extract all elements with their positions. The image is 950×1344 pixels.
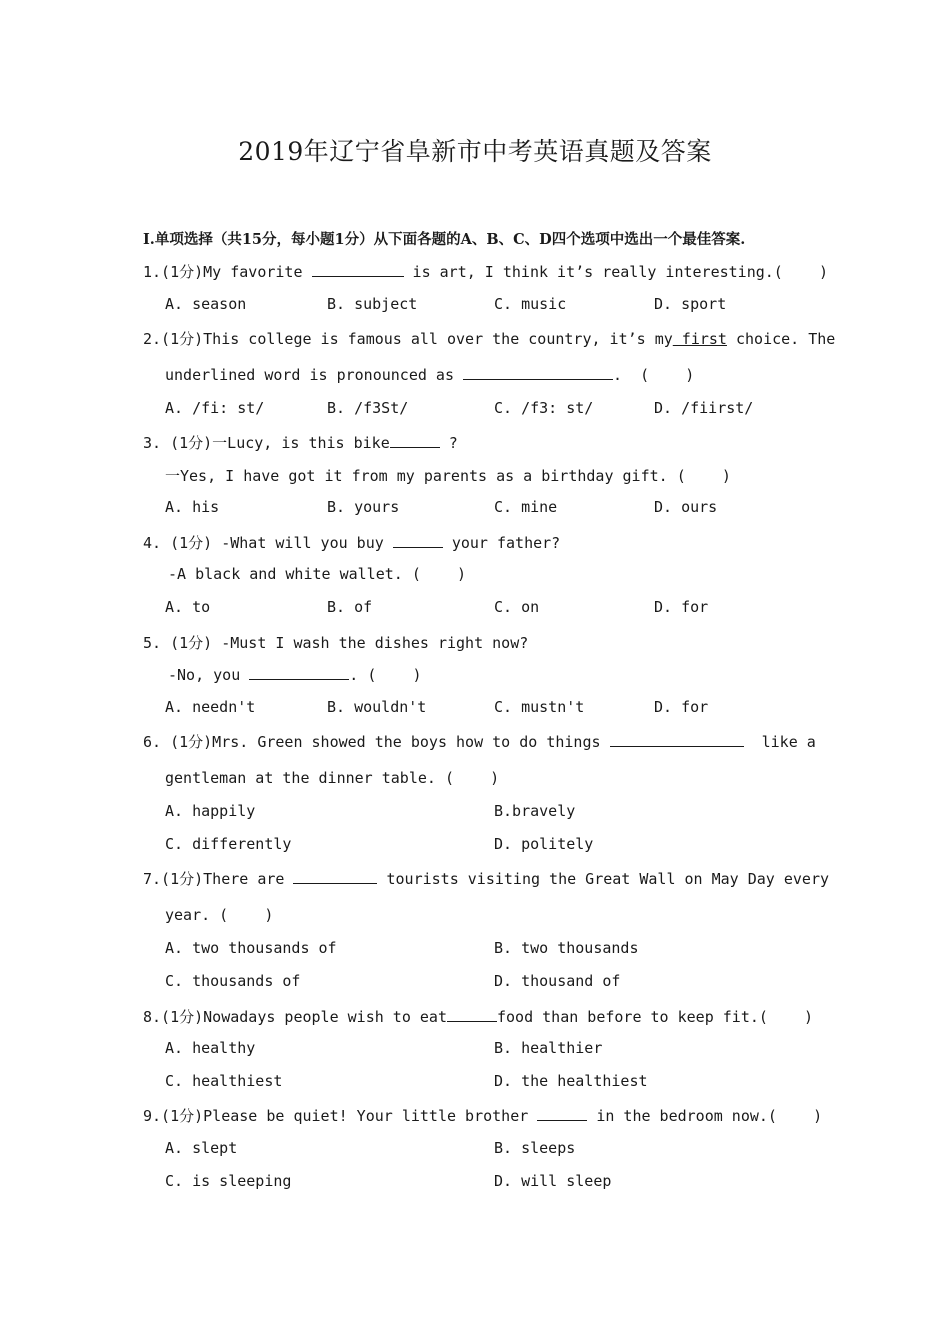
option-a[interactable]: A. slept	[165, 1139, 238, 1157]
option-d[interactable]: D. /fiirst/	[654, 399, 754, 417]
answer-blank[interactable]	[293, 869, 377, 884]
option-a[interactable]: A. two thousands of	[165, 939, 337, 957]
question-6-stem: 6. (1分)Mrs. Green showed the boys how to do things like a	[143, 733, 816, 751]
option-b[interactable]: B. two thousands	[494, 939, 639, 957]
question-4-response: -A black and white wallet. ( )	[168, 565, 467, 583]
question-6-stem-continued: gentleman at the dinner table. ( )	[165, 769, 500, 787]
option-c[interactable]: C. healthiest	[165, 1072, 283, 1090]
option-b[interactable]: B. yours	[327, 498, 400, 516]
option-a[interactable]: A. season	[165, 295, 247, 313]
option-b[interactable]: B. of	[327, 598, 373, 616]
answer-blank[interactable]	[610, 732, 744, 747]
option-a[interactable]: A. /fi: st/	[165, 399, 265, 417]
question-2-stem-continued: underlined word is pronounced as . ( )	[165, 366, 695, 384]
option-d[interactable]: D. for	[654, 698, 709, 716]
question-8-stem: 8.(1分)Nowadays people wish to eat food than before to keep fit.( )	[143, 1008, 814, 1026]
option-c[interactable]: C. thousands of	[165, 972, 301, 990]
option-a[interactable]: A. to	[165, 598, 211, 616]
option-b[interactable]: B. wouldn't	[327, 698, 427, 716]
answer-blank[interactable]	[390, 433, 440, 448]
option-c[interactable]: C. mine	[494, 498, 558, 516]
section-heading: I.单项选择（共15分，每小题1分）从下面各题的A、B、C、D四个选项中选出一个最佳答案.	[143, 231, 746, 248]
option-d[interactable]: D. will sleep	[494, 1172, 612, 1190]
page-title: 2019年辽宁省阜新市中考英语真题及答案	[238, 137, 712, 166]
question-1-stem: 1.(1分)My favorite is art, I think it’s really interesting.( )	[143, 263, 828, 281]
answer-blank[interactable]	[312, 262, 404, 277]
option-d[interactable]: D. the healthiest	[494, 1072, 648, 1090]
option-c[interactable]: C. differently	[165, 835, 292, 853]
answer-blank[interactable]	[463, 365, 613, 380]
option-a[interactable]: A. happily	[165, 802, 256, 820]
option-d[interactable]: D. ours	[654, 498, 718, 516]
option-d[interactable]: D. thousand of	[494, 972, 621, 990]
option-a[interactable]: A. needn't	[165, 698, 256, 716]
question-3-stem: 3. (1分)一Lucy, is this bike ?	[143, 434, 458, 452]
option-c[interactable]: C. on	[494, 598, 540, 616]
option-a[interactable]: A. healthy	[165, 1039, 256, 1057]
option-c[interactable]: C. mustn't	[494, 698, 585, 716]
option-c[interactable]: C. /f3: st/	[494, 399, 594, 417]
option-b[interactable]: B. sleeps	[494, 1139, 576, 1157]
question-4-stem: 4. (1分) -What will you buy your father?	[143, 534, 561, 552]
question-3-response: 一Yes, I have got it from my parents as a birthday gift. ( )	[165, 467, 731, 485]
option-c[interactable]: C. is sleeping	[165, 1172, 292, 1190]
option-d[interactable]: D. for	[654, 598, 709, 616]
answer-blank[interactable]	[447, 1007, 497, 1022]
answer-blank[interactable]	[393, 533, 443, 548]
option-a[interactable]: A. his	[165, 498, 220, 516]
option-c[interactable]: C. music	[494, 295, 567, 313]
option-d[interactable]: D. politely	[494, 835, 594, 853]
answer-blank[interactable]	[537, 1106, 587, 1121]
question-2-stem: 2.(1分)This college is famous all over the country, it’s my first choice. The	[143, 330, 836, 348]
underlined-word: first	[672, 330, 727, 348]
question-7-stem: 7.(1分)There are tourists visiting the Great Wall on May Day every	[143, 870, 830, 888]
option-d[interactable]: D. sport	[654, 295, 727, 313]
question-7-stem-continued: year. ( )	[165, 906, 274, 924]
question-5-response: -No, you . ( )	[168, 666, 422, 684]
question-9-stem: 9.(1分)Please be quiet! Your little brother in the bedroom now.( )	[143, 1107, 823, 1125]
question-5-stem: 5. (1分) -Must I wash the dishes right now?	[143, 634, 529, 652]
option-b[interactable]: B. /f3St/	[327, 399, 409, 417]
option-b[interactable]: B. subject	[327, 295, 418, 313]
option-b[interactable]: B.bravely	[494, 802, 576, 820]
option-b[interactable]: B. healthier	[494, 1039, 603, 1057]
answer-blank[interactable]	[249, 665, 349, 680]
